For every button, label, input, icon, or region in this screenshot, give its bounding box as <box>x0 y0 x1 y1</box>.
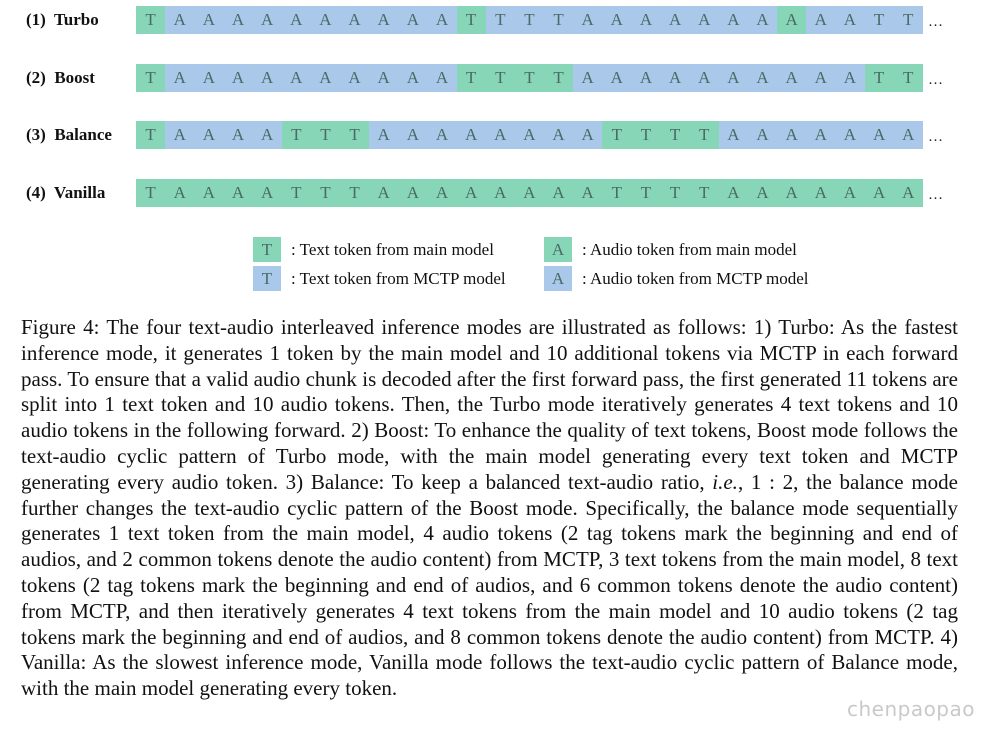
token-cell: A <box>690 64 719 92</box>
caption-part-1: Figure 4: The four text-audio interleaved inference modes are illustrated as follows: 1) Turbo: As the fastest inference mode, it generates 1 token by the main model and 10 additional tokens via MCTP in each forward pass. To ensure that a valid audio chunk is decoded after the first forward pass, the first generated 11 tokens are split into 1 text token and 10 audio tokens. Then, the Turbo mode iteratively generates 4 text tokens and 10 audio tokens in the following forward. 2) Boost: To enhance the quality of text tokens, Boost mode follows the text-audio cyclic pattern of Turbo mode, with the main model generating every text token and MCTP generating every audio token. 3) Balance: To keep a balanced text-audio ratio, <box>21 315 958 494</box>
token-cell: A <box>427 179 456 207</box>
token-cell: A <box>806 6 835 34</box>
token-cell: A <box>282 64 311 92</box>
token-cell: A <box>515 121 544 149</box>
token-cell: A <box>398 64 427 92</box>
token-cell: A <box>544 179 573 207</box>
token-cell: T <box>515 64 544 92</box>
token-cell: T <box>894 64 923 92</box>
mode-label: (4) Vanilla <box>26 183 106 202</box>
legend-audio-mctp <box>544 266 809 291</box>
token-cell: T <box>136 6 165 34</box>
mode-row <box>0 179 1003 207</box>
token-cell: A <box>457 121 486 149</box>
legend-label-text-mctp: : Text token from MCTP model <box>291 268 506 288</box>
token-cell: A <box>631 64 660 92</box>
caption-part-2: , 1 : 2, the balance mode further changes the text-audio cyclic pattern of the Boost mode. Specifically, the balance mode sequentially generates 1 text token from the main model, 4 audio tokens (2 tag tokens mark the beginning and end of audios, and 2 common tokens denote the audio content) from MCTP, 3 text tokens from the main model, 8 text tokens (2 tag tokens mark the beginning and end of audios, and 6 common tokens denote the audio content) from MCTP, and then iteratively generates 4 text tokens from the main model and 10 audio tokens (2 tag tokens mark the beginning and end of audios, and 8 common tokens denote the audio content) from MCTP. 4) Vanilla: As the slowest inference mode, Vanilla mode follows the text-audio cyclic pattern of Balance mode, with the main model generating every token. <box>21 469 958 701</box>
token-cell: A <box>806 64 835 92</box>
token-cell: A <box>719 64 748 92</box>
token-cell: T <box>661 179 690 207</box>
token-cell: A <box>369 179 398 207</box>
token-cell: A <box>748 121 777 149</box>
token-cell: A <box>748 179 777 207</box>
token-cell: A <box>573 121 602 149</box>
token-cell: A <box>748 6 777 34</box>
token-cell: A <box>340 6 369 34</box>
token-cell: A <box>311 64 340 92</box>
legend-swatch-audio-main: A <box>544 237 572 262</box>
token-cell: T <box>690 121 719 149</box>
mode-row <box>0 121 1003 149</box>
token-cell: A <box>398 6 427 34</box>
token-cell: T <box>602 179 631 207</box>
token-cell: A <box>719 121 748 149</box>
token-cell: A <box>661 64 690 92</box>
token-cell: A <box>894 121 923 149</box>
token-cell: A <box>165 121 194 149</box>
token-cell: A <box>253 64 282 92</box>
legend-label-text-main: : Text token from main model <box>291 239 494 259</box>
token-cell: A <box>398 121 427 149</box>
token-cell: A <box>602 64 631 92</box>
token-cell: A <box>573 179 602 207</box>
token-cell: A <box>165 6 194 34</box>
token-cell: A <box>194 179 223 207</box>
token-cell: T <box>136 64 165 92</box>
token-cell: A <box>194 6 223 34</box>
token-cell: A <box>661 6 690 34</box>
caption-ie: i.e. <box>712 469 738 494</box>
legend-text-main <box>253 237 494 262</box>
token-cell: T <box>602 121 631 149</box>
legend-swatch-audio-mctp: A <box>544 266 572 291</box>
token-cell: A <box>311 6 340 34</box>
mode-label: (2) Boost <box>26 68 95 87</box>
token-cell: A <box>835 6 864 34</box>
token-cell: T <box>544 6 573 34</box>
token-cell: A <box>223 121 252 149</box>
token-cell: A <box>398 179 427 207</box>
token-cell: A <box>369 121 398 149</box>
token-cell: A <box>223 6 252 34</box>
legend-label-audio-main: : Audio token from main model <box>582 239 797 259</box>
token-cell: A <box>777 121 806 149</box>
token-cell: A <box>835 121 864 149</box>
token-cell: A <box>223 64 252 92</box>
continuation-ellipsis: … <box>928 187 943 203</box>
token-cell: A <box>194 121 223 149</box>
token-cell: A <box>544 121 573 149</box>
token-cell: T <box>486 64 515 92</box>
token-cell: A <box>253 121 282 149</box>
token-cell: A <box>602 6 631 34</box>
figure-caption <box>21 315 958 702</box>
continuation-ellipsis: … <box>928 72 943 88</box>
token-cell: T <box>661 121 690 149</box>
token-cell: T <box>486 6 515 34</box>
token-cell: T <box>311 179 340 207</box>
token-cell: A <box>340 64 369 92</box>
token-cell: A <box>806 121 835 149</box>
token-cell: T <box>457 6 486 34</box>
token-cell: A <box>777 179 806 207</box>
token-cell: A <box>165 64 194 92</box>
token-cell: A <box>486 121 515 149</box>
legend-label-audio-mctp: : Audio token from MCTP model <box>582 268 809 288</box>
token-cell: A <box>777 6 806 34</box>
token-cell: A <box>515 179 544 207</box>
mode-row <box>0 6 1003 34</box>
continuation-ellipsis: … <box>928 129 943 145</box>
token-cell: A <box>282 6 311 34</box>
token-cell: A <box>427 6 456 34</box>
watermark: chenpaopao <box>846 697 975 721</box>
mode-label: (1) Turbo <box>26 10 99 29</box>
token-cell: A <box>253 6 282 34</box>
token-cell: A <box>194 64 223 92</box>
token-cell: A <box>165 179 194 207</box>
continuation-ellipsis: … <box>928 14 943 30</box>
token-cell: T <box>457 64 486 92</box>
token-cell: A <box>223 179 252 207</box>
inference-modes-diagram <box>0 0 1003 300</box>
token-cell: A <box>690 6 719 34</box>
token-cell: A <box>457 179 486 207</box>
token-cell: A <box>427 121 456 149</box>
token-cell: A <box>369 64 398 92</box>
token-cell: A <box>748 64 777 92</box>
token-cell: T <box>340 121 369 149</box>
token-cell: A <box>253 179 282 207</box>
token-cell: T <box>515 6 544 34</box>
token-cell: T <box>690 179 719 207</box>
token-cell: A <box>777 64 806 92</box>
token-cell: A <box>573 64 602 92</box>
legend-audio-main <box>544 237 797 262</box>
token-cell: T <box>894 6 923 34</box>
legend-text-mctp <box>253 266 506 291</box>
token-cell: A <box>894 179 923 207</box>
token-cell: T <box>865 6 894 34</box>
token-cell: T <box>282 179 311 207</box>
legend-swatch-text-mctp: T <box>253 266 281 291</box>
token-cell: A <box>865 121 894 149</box>
token-cell: A <box>835 179 864 207</box>
token-cell: T <box>544 64 573 92</box>
token-cell: T <box>136 179 165 207</box>
token-cell: T <box>340 179 369 207</box>
token-cell: A <box>427 64 456 92</box>
token-cell: T <box>631 121 660 149</box>
token-strip <box>136 64 923 92</box>
mode-label: (3) Balance <box>26 125 112 144</box>
token-strip <box>136 179 923 207</box>
token-strip <box>136 121 923 149</box>
token-cell: T <box>282 121 311 149</box>
mode-row <box>0 64 1003 92</box>
token-cell: T <box>311 121 340 149</box>
token-cell: T <box>136 121 165 149</box>
token-cell: A <box>573 6 602 34</box>
token-cell: A <box>865 179 894 207</box>
token-strip <box>136 6 923 34</box>
token-cell: A <box>719 6 748 34</box>
token-cell: A <box>369 6 398 34</box>
token-cell: T <box>631 179 660 207</box>
token-cell: A <box>486 179 515 207</box>
token-cell: T <box>865 64 894 92</box>
token-cell: A <box>719 179 748 207</box>
token-cell: A <box>806 179 835 207</box>
token-cell: A <box>631 6 660 34</box>
token-cell: A <box>835 64 864 92</box>
legend-swatch-text-main: T <box>253 237 281 262</box>
